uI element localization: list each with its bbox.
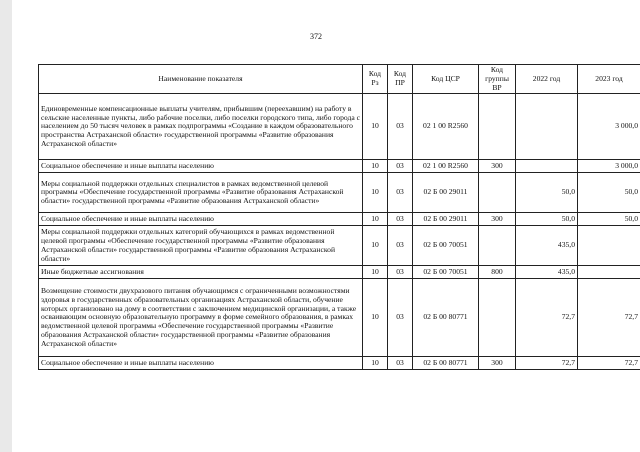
row-csr: 02 Б 00 70051 xyxy=(413,226,479,266)
header-vr: Код группы ВР xyxy=(479,65,516,94)
row-csr: 02 1 00 R2560 xyxy=(413,94,479,160)
header-rz: Код Рз xyxy=(363,65,388,94)
row-2022 xyxy=(516,160,578,173)
row-rz: 10 xyxy=(363,173,388,213)
row-rz: 10 xyxy=(363,279,388,357)
scan-edge xyxy=(0,0,12,452)
row-csr: 02 Б 00 80771 xyxy=(413,279,479,357)
row-name: Единовременные компенсационные выплаты учителям, прибывшим (переехавшим) на работу в сельские населенные пункты, либо рабочие поселки, либо поселки городского типа, либо города с населением до 50 тысяч человек в рамках подпрограммы «Создание в каждом образовательного пространства Астраханской области» государственной программы «Развитие образования Астраханской области» xyxy=(39,94,363,160)
row-pr: 03 xyxy=(388,357,413,370)
row-2023 xyxy=(578,226,640,266)
row-2022: 50,0 xyxy=(516,213,578,226)
table-row xyxy=(39,266,640,279)
table-header-row xyxy=(39,65,640,94)
row-rz: 10 xyxy=(363,94,388,160)
row-csr: 02 Б 00 29011 xyxy=(413,173,479,213)
row-2022: 72,7 xyxy=(516,357,578,370)
row-vr: 800 xyxy=(479,266,516,279)
row-2023: 3 000,0 xyxy=(578,94,640,160)
table-row xyxy=(39,213,640,226)
table-row xyxy=(39,94,640,160)
row-2023: 50,0 xyxy=(578,213,640,226)
table-row xyxy=(39,173,640,213)
row-name: Иные бюджетные ассигнования xyxy=(39,266,363,279)
row-pr: 03 xyxy=(388,226,413,266)
row-name: Возмещение стоимости двухразового питания обучающимся с ограниченными возможностями здоровья в государственных образовательных организациях Астраханской области, обучение которых организовано на дому в соответствии с заключением медицинской организации, а также осваивающим основную образовательную программу в форме семейного образования, в рамках ведомственной целевой программы «Обеспечение государственной программы «Развитие образования Астраханской области» государственной программы «Развитие образования Астраханской области» xyxy=(39,279,363,357)
row-pr: 03 xyxy=(388,173,413,213)
budget-table xyxy=(38,64,640,370)
row-name: Меры социальной поддержки отдельных категорий обучающихся в рамках ведомственной целевой программы «Обеспечение государственной программы «Развитие образования Астраханской области» государственной программы «Развитие образования Астраханской области» xyxy=(39,226,363,266)
row-pr: 03 xyxy=(388,279,413,357)
row-2022: 435,0 xyxy=(516,266,578,279)
table-row xyxy=(39,160,640,173)
row-name: Социальное обеспечение и иные выплаты населению xyxy=(39,357,363,370)
row-csr: 02 Б 00 29011 xyxy=(413,213,479,226)
row-vr xyxy=(479,226,516,266)
row-2023: 72,7 xyxy=(578,357,640,370)
header-pr: Код ПР xyxy=(388,65,413,94)
header-2022: 2022 год xyxy=(516,65,578,94)
row-name: Меры социальной поддержки отдельных специалистов в рамках ведомственной целевой программы «Обеспечение государственной программы «Развитие образования Астраханской области» государственной программы «Развитие образования Астраханской области» xyxy=(39,173,363,213)
row-vr xyxy=(479,173,516,213)
table-row xyxy=(39,279,640,357)
header-csr: Код ЦСР xyxy=(413,65,479,94)
row-2023: 72,7 xyxy=(578,279,640,357)
row-2023: 50,0 xyxy=(578,173,640,213)
row-rz: 10 xyxy=(363,213,388,226)
row-2022: 72,7 xyxy=(516,279,578,357)
row-pr: 03 xyxy=(388,213,413,226)
row-pr: 03 xyxy=(388,266,413,279)
row-rz: 10 xyxy=(363,226,388,266)
row-vr xyxy=(479,279,516,357)
row-2022 xyxy=(516,94,578,160)
row-csr: 02 Б 00 80771 xyxy=(413,357,479,370)
row-pr: 03 xyxy=(388,94,413,160)
row-rz: 10 xyxy=(363,266,388,279)
row-vr: 300 xyxy=(479,160,516,173)
header-name: Наименование показателя xyxy=(39,65,363,94)
table-row xyxy=(39,226,640,266)
row-2022: 435,0 xyxy=(516,226,578,266)
row-vr: 300 xyxy=(479,357,516,370)
table-row xyxy=(39,357,640,370)
row-pr: 03 xyxy=(388,160,413,173)
page-number: 372 xyxy=(310,32,322,41)
row-2023: 3 000,0 xyxy=(578,160,640,173)
row-csr: 02 Б 00 70051 xyxy=(413,266,479,279)
row-csr: 02 1 00 R2560 xyxy=(413,160,479,173)
row-vr xyxy=(479,94,516,160)
row-2022: 50,0 xyxy=(516,173,578,213)
row-name: Социальное обеспечение и иные выплаты населению xyxy=(39,160,363,173)
row-rz: 10 xyxy=(363,160,388,173)
row-rz: 10 xyxy=(363,357,388,370)
row-vr: 300 xyxy=(479,213,516,226)
row-name: Социальное обеспечение и иные выплаты населению xyxy=(39,213,363,226)
header-2023: 2023 год xyxy=(578,65,640,94)
row-2023 xyxy=(578,266,640,279)
